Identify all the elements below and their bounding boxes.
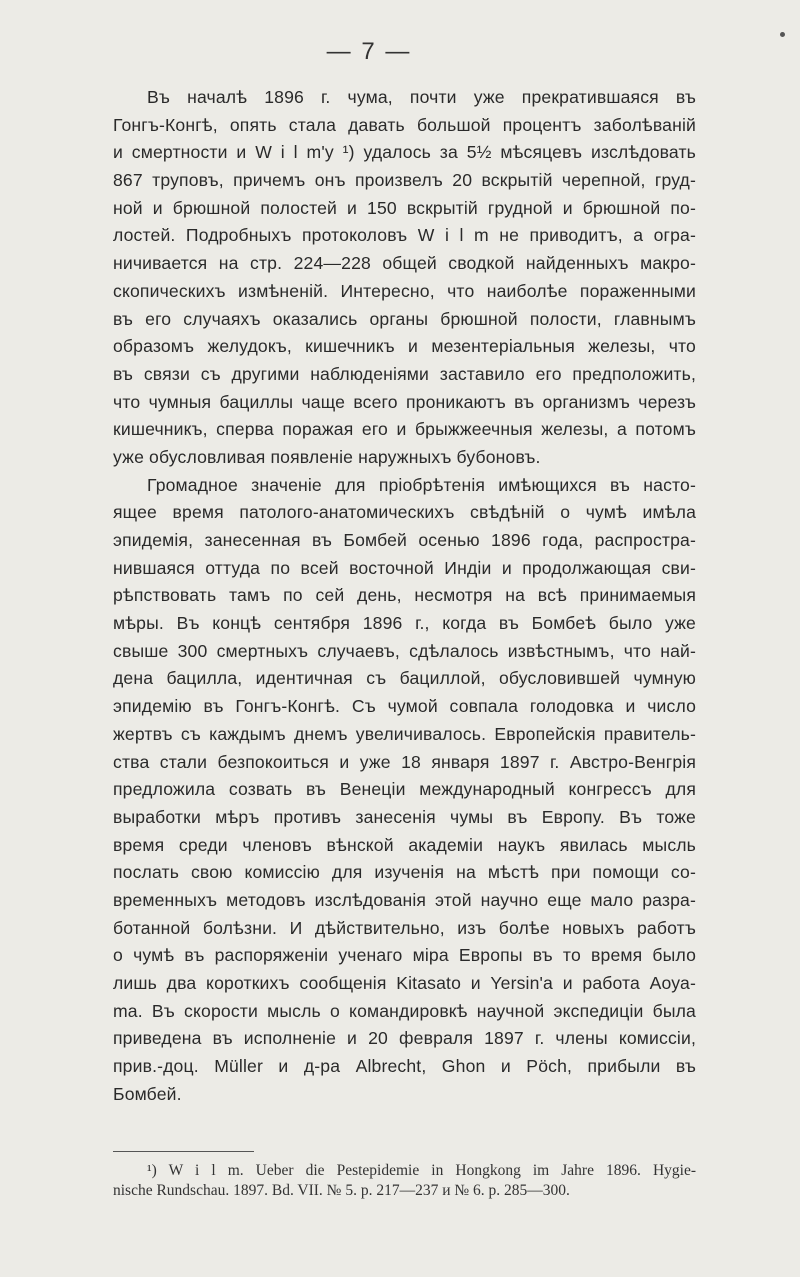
- text-line: въ его случаяхъ оказались органы брюшной полости, главнымъ: [113, 308, 696, 329]
- text-line: что чумныя бациллы чаще всего проникаютъ въ организмъ черезъ: [113, 391, 696, 412]
- text-line: предложила созвать въ Венеціи международный конгрессъ для: [113, 779, 696, 800]
- footnote-line: nische Rundschau. 1897. Bd. VII. № 5. p. 217—237 и № 6. p. 285—300.: [113, 1182, 570, 1199]
- text-line: эпидемія, занесенная въ Бомбей осенью 1896 года, распростра-: [113, 530, 696, 550]
- text-line: временныхъ методовъ изслѣдованія этой научно еще мало разра-: [113, 889, 696, 910]
- text-line: Гонгъ-Конгѣ, опять стала давать большой процентъ заболѣваній: [113, 114, 696, 135]
- text-line: лостей. Подробныхъ протоколовъ W i l m не приводитъ, а огра-: [113, 225, 696, 246]
- text-line: 867 труповъ, причемъ онъ произвелъ 20 вскрытій черепной, груд-: [113, 170, 696, 191]
- text-line: мѣры. Въ концѣ сентября 1896 г., когда въ Бомбеѣ было уже: [113, 613, 696, 634]
- text-line: дена бацилла, идентичная съ бациллой, обусловившей чумную: [113, 668, 696, 689]
- text-line: скопическихъ измѣненій. Интересно, что наиболѣе пораженными: [113, 280, 696, 301]
- text-line: жертвъ съ каждымъ днемъ увеличивалось. Европейскія правитель-: [113, 723, 696, 744]
- text-line: въ связи съ другими наблюденіями заставило его предположить,: [113, 363, 696, 384]
- text-line: приведена въ исполненіе и 20 февраля 1897 г. члены комиссіи,: [113, 1028, 696, 1049]
- margin-mark: [780, 32, 785, 37]
- text-line: ства стали безпокоиться и уже 18 января 1897 г. Австро-Венгрія: [113, 751, 696, 772]
- text-line: Бомбей.: [113, 1083, 182, 1104]
- text-line: лишь два короткихъ сообщенія Kitasato и Yersin'a и работа Аоуа-: [113, 973, 696, 993]
- body-text: [113, 84, 696, 1108]
- text-line: время среди членовъ вѣнской академіи наукъ явилась мысль: [113, 834, 696, 855]
- text-line: свыше 300 смертныхъ случаевъ, сдѣлалось извѣстнымъ, что най-: [113, 640, 696, 661]
- footnotes: [113, 1161, 696, 1201]
- text-line: ma. Въ скорости мысль о командировкѣ научной экспедиціи была: [113, 1000, 696, 1021]
- text-line: эпидемію въ Гонгъ-Конгѣ. Съ чумой совпала голодовка и число: [113, 696, 696, 717]
- text-line: прив.-доц. Müller и д-ра Albrecht, Ghon и Pöch, прибыли въ: [113, 1056, 696, 1077]
- text-line: Громадное значеніе для пріобрѣтенія имѣющихся въ насто-: [147, 474, 696, 495]
- text-line: и смертности и W i l m'у ¹) удалось за 5½ мѣсяцевъ изслѣдовать: [113, 142, 696, 163]
- text-line: уже обусловливая появленіе наружныхъ бубоновъ.: [113, 446, 541, 467]
- page-number: — 7 —: [326, 38, 412, 65]
- text-line: образомъ желудокъ, кишечникъ и мезентеріальныя железы, что: [113, 336, 696, 357]
- text-line: Въ началѣ 1896 г. чума, почти уже прекратившаяся въ: [147, 87, 696, 107]
- text-line: ничивается на стр. 224—228 общей сводкой найденныхъ макро-: [113, 253, 696, 274]
- text-line: ной и брюшной полостей и 150 вскрытій грудной и брюшной по-: [113, 197, 696, 218]
- footnote-line: ¹) W i l m. Ueber die Pestepidemie in Hongkong im Jahre 1896. Hygie-: [147, 1162, 696, 1179]
- footnote-divider: [113, 1151, 254, 1152]
- text-line: нившаяся оттуда по всей восточной Индіи и продолжающая сви-: [113, 557, 696, 578]
- text-line: рѣпствовать тамъ по сей день, несмотря на всѣ принимаемыя: [113, 585, 696, 606]
- text-line: послать свою комиссію для изученія на мѣстѣ при помощи со-: [113, 862, 696, 883]
- text-line: ботанной болѣзни. И дѣйствительно, изъ болѣе новыхъ работъ: [113, 917, 696, 938]
- text-line: ящее время патолого-анатомическихъ свѣдѣній о чумѣ имѣла: [113, 502, 696, 523]
- text-line: о чумѣ въ распоряженіи ученаго міра Европы въ то время было: [113, 945, 696, 966]
- text-line: выработки мѣръ противъ занесенія чумы въ Европу. Въ тоже: [113, 806, 696, 827]
- text-line: кишечникъ, сперва поражая его и брыжжеечныя железы, а потомъ: [113, 419, 696, 440]
